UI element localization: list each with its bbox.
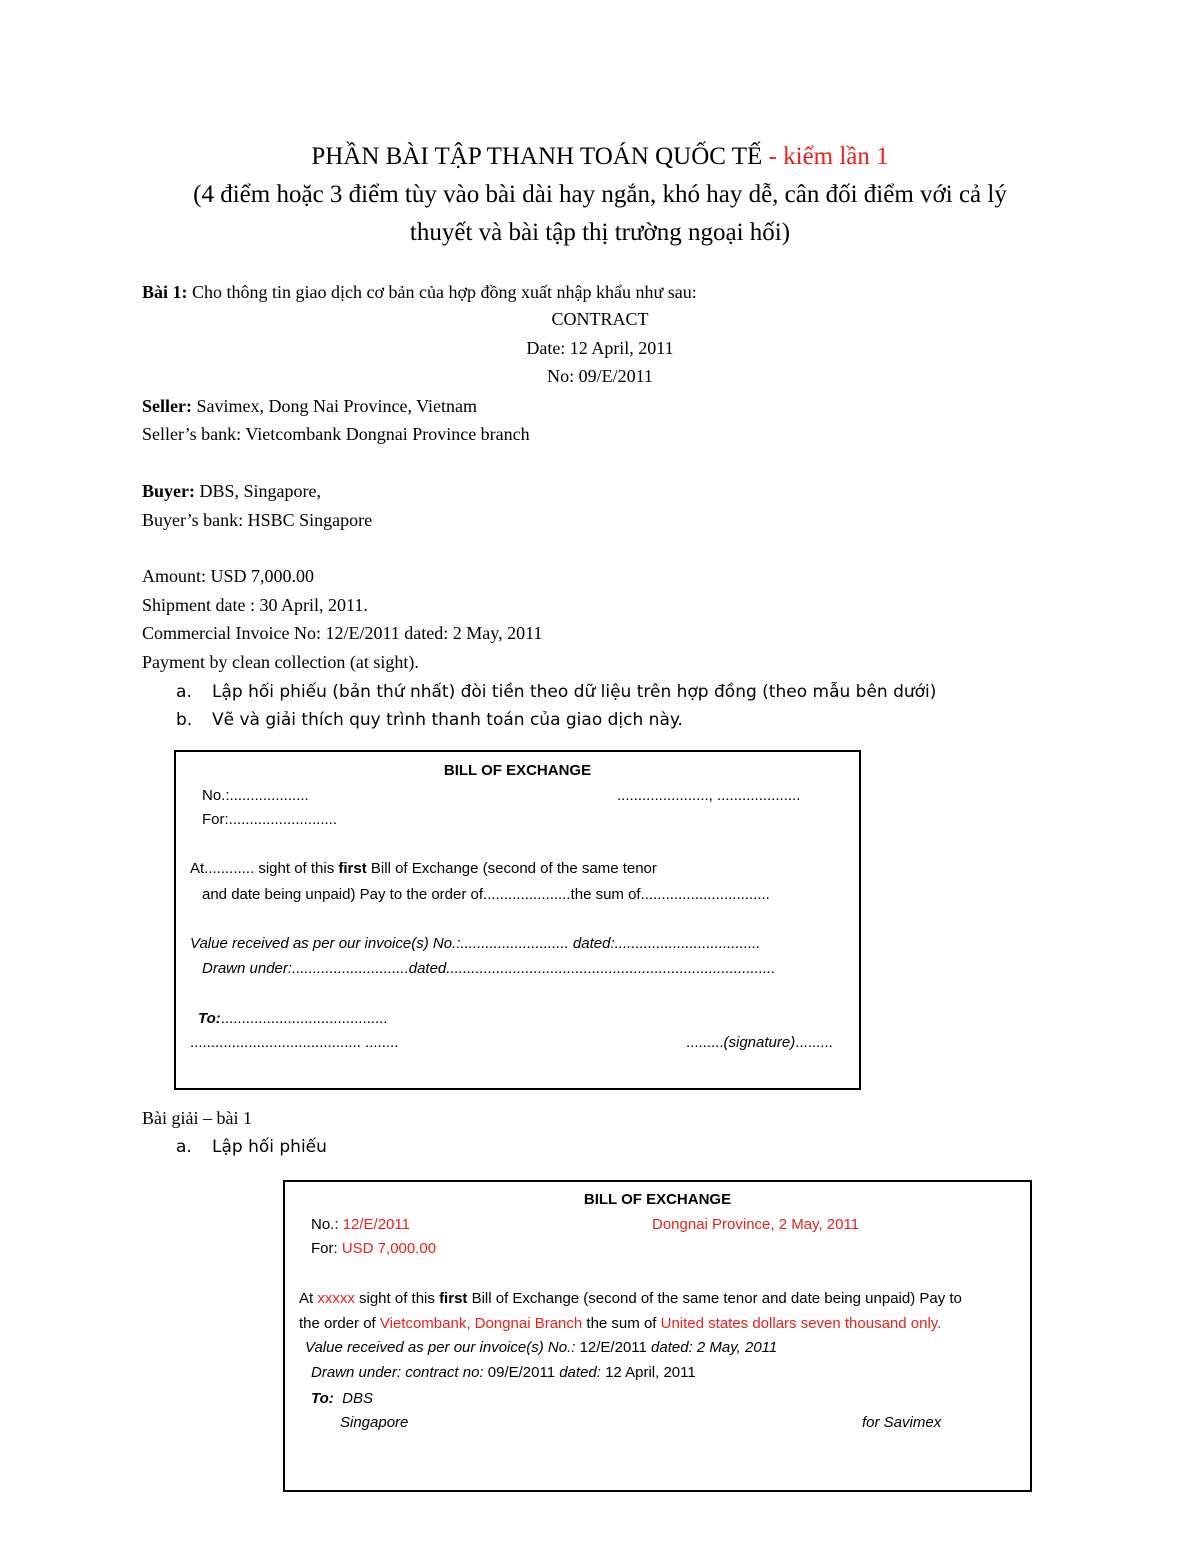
- filled-at-label: At: [299, 1290, 318, 1307]
- template-at-pre: At............ sight of this: [190, 860, 339, 877]
- solution-heading: Bài giải – bài 1: [142, 1108, 252, 1128]
- filled-no-label: No.:: [311, 1216, 343, 1233]
- filled-at-mid: sight of this: [354, 1290, 440, 1307]
- template-to-label: To:: [198, 1010, 221, 1027]
- seller-line: [142, 396, 477, 417]
- filled-contract-date: 12 April, 2011: [605, 1364, 696, 1381]
- template-for-line: For:..........................: [202, 811, 338, 828]
- filled-to-line: [311, 1390, 373, 1407]
- filled-for-value: USD 7,000.00: [341, 1240, 437, 1257]
- contract-date: Date: 12 April, 2011: [526, 338, 674, 358]
- filled-value-received: [305, 1339, 777, 1356]
- task-a-text: Lập hối phiếu (bản thứ nhất) đòi tiền theo dữ liệu trên hợp đồng (theo mẫu bên dưới): [212, 682, 937, 702]
- template-to-line: [198, 1010, 387, 1027]
- sig-word: (signature): [723, 1034, 796, 1051]
- filled-no-value: 12/E/2011: [342, 1216, 410, 1233]
- payment-line: Payment by clean collection (at sight).: [142, 652, 419, 672]
- contract-number: No: 09/E/2011: [547, 366, 653, 386]
- subtitle-line-1: (4 điểm hoặc 3 điểm tùy vào bài dài hay ngắn, khó hay dễ, cân đối điểm với cả lý: [193, 181, 1007, 208]
- filled-to-value: DBS: [342, 1390, 373, 1407]
- task-b-marker: b.: [176, 710, 193, 730]
- filled-drawn-pre: Drawn under: contract no:: [311, 1364, 488, 1381]
- filled-order-value: Vietcombank, Dongnai Branch: [379, 1315, 583, 1332]
- filled-for-company: for Savimex: [862, 1414, 942, 1431]
- seller-value: Savimex, Dong Nai Province, Vietnam: [196, 396, 478, 416]
- filled-drawn-dated: dated:: [555, 1364, 606, 1381]
- filled-invoice-date: 2 May, 2011: [696, 1339, 778, 1356]
- template-order-line: and date being unpaid) Pay to the order of.....................the sum of...............................: [202, 886, 770, 903]
- filled-order-line: [299, 1315, 941, 1332]
- filled-value-pre: Value received as per our invoice(s) No.:: [305, 1339, 580, 1356]
- buyer-label: Buyer:: [142, 481, 195, 501]
- filled-invoice-no: 12/E/2011: [579, 1339, 647, 1356]
- exercise-intro: [142, 282, 697, 303]
- filled-no-line: [311, 1216, 410, 1233]
- template-value-received: Value received as per our invoice(s) No.:.......................... dated:...................................: [190, 935, 761, 952]
- title-red-note: - kiểm lần 1: [768, 143, 889, 170]
- filled-for-line: [311, 1240, 436, 1257]
- filled-at-post: Bill of Exchange (second of the same tenor and date being unpaid) Pay to: [467, 1290, 962, 1307]
- buyer-value: DBS, Singapore,: [199, 481, 321, 501]
- template-to-dots: ........................................: [220, 1010, 388, 1027]
- template-no-line: No.:...................: [202, 787, 309, 804]
- filled-sum-label: the sum of: [582, 1315, 661, 1332]
- template-bottom-left: ......................................... ........: [190, 1034, 399, 1051]
- filled-drawn-under: [311, 1364, 696, 1381]
- sig-suffix: .........: [795, 1034, 833, 1051]
- subtitle-line-2: thuyết và bài tập thị trường ngoại hối): [409, 219, 791, 246]
- template-drawn-under: Drawn under:............................dated...............................................................................: [202, 960, 776, 977]
- filled-to-city: Singapore: [340, 1414, 409, 1431]
- filled-order-pre: the order of: [299, 1315, 380, 1332]
- contract-title: CONTRACT: [551, 309, 649, 329]
- invoice-line: Commercial Invoice No: 12/E/2011 dated: 2 May, 2011: [142, 623, 543, 643]
- seller-bank: Seller’s bank: Vietcombank Dongnai Province branch: [142, 424, 530, 444]
- filled-sum-value: United states dollars seven thousand only.: [660, 1315, 942, 1332]
- template-at-post: Bill of Exchange (second of the same tenor: [366, 860, 657, 877]
- task-a-marker: a.: [176, 682, 192, 702]
- filled-place-date: Dongnai Province, 2 May, 2011: [652, 1216, 860, 1233]
- template-at-line: [190, 860, 657, 877]
- filled-for-label: For:: [311, 1240, 342, 1257]
- buyer-line: [142, 481, 321, 502]
- template-signature: [686, 1034, 833, 1051]
- shipment-line: Shipment date : 30 April, 2011.: [142, 595, 368, 615]
- title-main: PHẦN BÀI TẬP THANH TOÁN QUỐC TẾ: [311, 143, 763, 170]
- amount-line: Amount: USD 7,000.00: [142, 566, 315, 586]
- seller-label: Seller:: [142, 396, 192, 416]
- filled-contract-no: 09/E/2011: [487, 1364, 556, 1381]
- solution-item-a: Lập hối phiếu: [212, 1137, 327, 1157]
- template-bill-title: BILL OF EXCHANGE: [443, 762, 592, 779]
- exercise-label: Bài 1:: [142, 282, 188, 302]
- template-date-line: ......................, ....................: [617, 787, 801, 804]
- buyer-bank: Buyer’s bank: HSBC Singapore: [142, 510, 373, 530]
- filled-to-label: To:: [311, 1390, 334, 1407]
- page-title: [0, 143, 1200, 171]
- sig-prefix: .........: [686, 1034, 724, 1051]
- task-b-text: Vẽ và giải thích quy trình thanh toán của giao dịch này.: [212, 710, 683, 730]
- exercise-intro-text: Cho thông tin giao dịch cơ bản của hợp đồng xuất nhập khẩu như sau:: [192, 282, 697, 302]
- solution-marker-a: a.: [176, 1137, 192, 1157]
- filled-dated-label: dated:: [646, 1339, 697, 1356]
- filled-at-first: first: [439, 1290, 468, 1307]
- template-at-first: first: [338, 860, 367, 877]
- filled-bill-title: BILL OF EXCHANGE: [583, 1191, 732, 1208]
- filled-at-line: [299, 1290, 962, 1307]
- filled-at-value: xxxxx: [317, 1290, 355, 1307]
